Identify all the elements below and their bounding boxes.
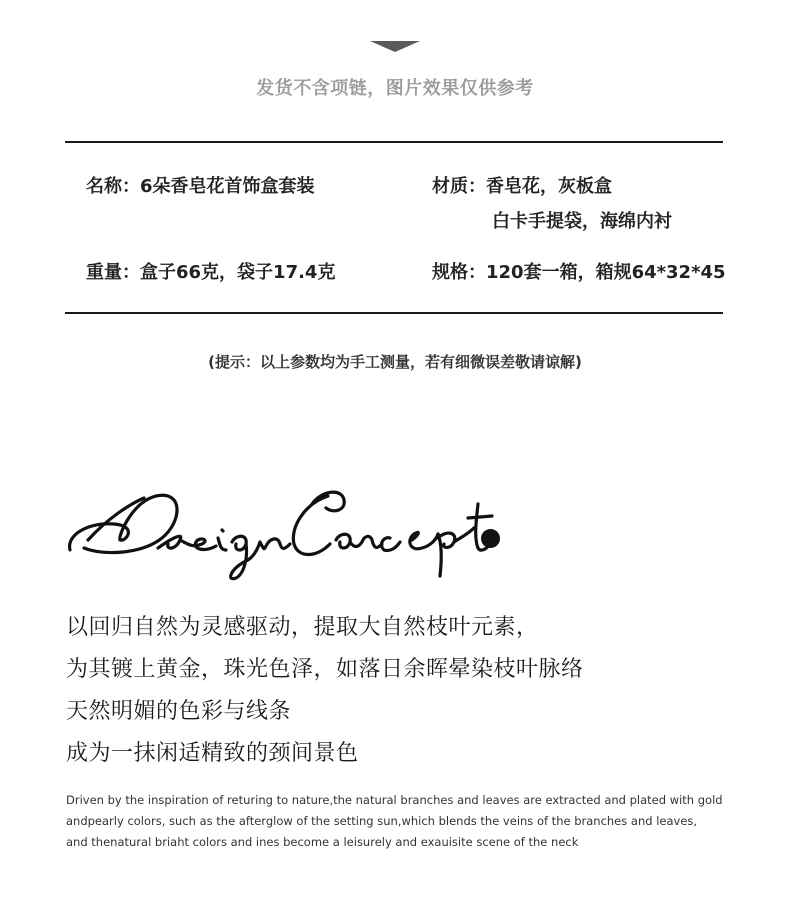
spec-material: 材质：香皂花，灰板盒 (432, 176, 612, 197)
spec-weight: 重量：盒子66克，袋子17.4克 (86, 262, 336, 283)
title-bullet-dot (481, 529, 500, 548)
spec-name: 名称：6朵香皂花首饰盒套装 (86, 176, 315, 197)
down-arrow-icon (370, 41, 420, 52)
concept-cn-line-3: 天然明媚的色彩与线条 (66, 699, 292, 724)
concept-en-line-1: Driven by the inspiration of returing to nature,the natural branches and leaves are extracted and plated with gold (66, 793, 723, 807)
concept-cn-line-2: 为其镀上黄金，珠光色泽，如落日余晖晕染枝叶脉络 (66, 657, 584, 682)
concept-en-line-2: andpearly colors, such as the afterglow of the setting sun,which blends the veins of the branches and leaves, (66, 814, 698, 828)
shipping-notice: 发货不含项链，图片效果仅供参考 (256, 78, 534, 99)
spec-packing: 规格：120套一箱，箱规64*32*45 (432, 262, 726, 283)
concept-cn-line-1: 以回归自然为灵感驱动，提取大自然枝叶元素， (66, 615, 539, 640)
concept-en-line-3: and thenatural briaht colors and ines become a leisurely and exauisite scene of the neck (66, 835, 579, 849)
concept-cn-line-4: 成为一抹闲适精致的颈间景色 (66, 741, 359, 766)
divider-top (65, 141, 723, 143)
divider-bottom (65, 312, 723, 314)
design-concept-title (60, 478, 520, 588)
spec-material-continued: 白卡手提袋，海绵内衬 (492, 211, 672, 232)
measurement-hint: (提示：以上参数均为手工测量，若有细微误差敬请谅解) (208, 353, 582, 371)
